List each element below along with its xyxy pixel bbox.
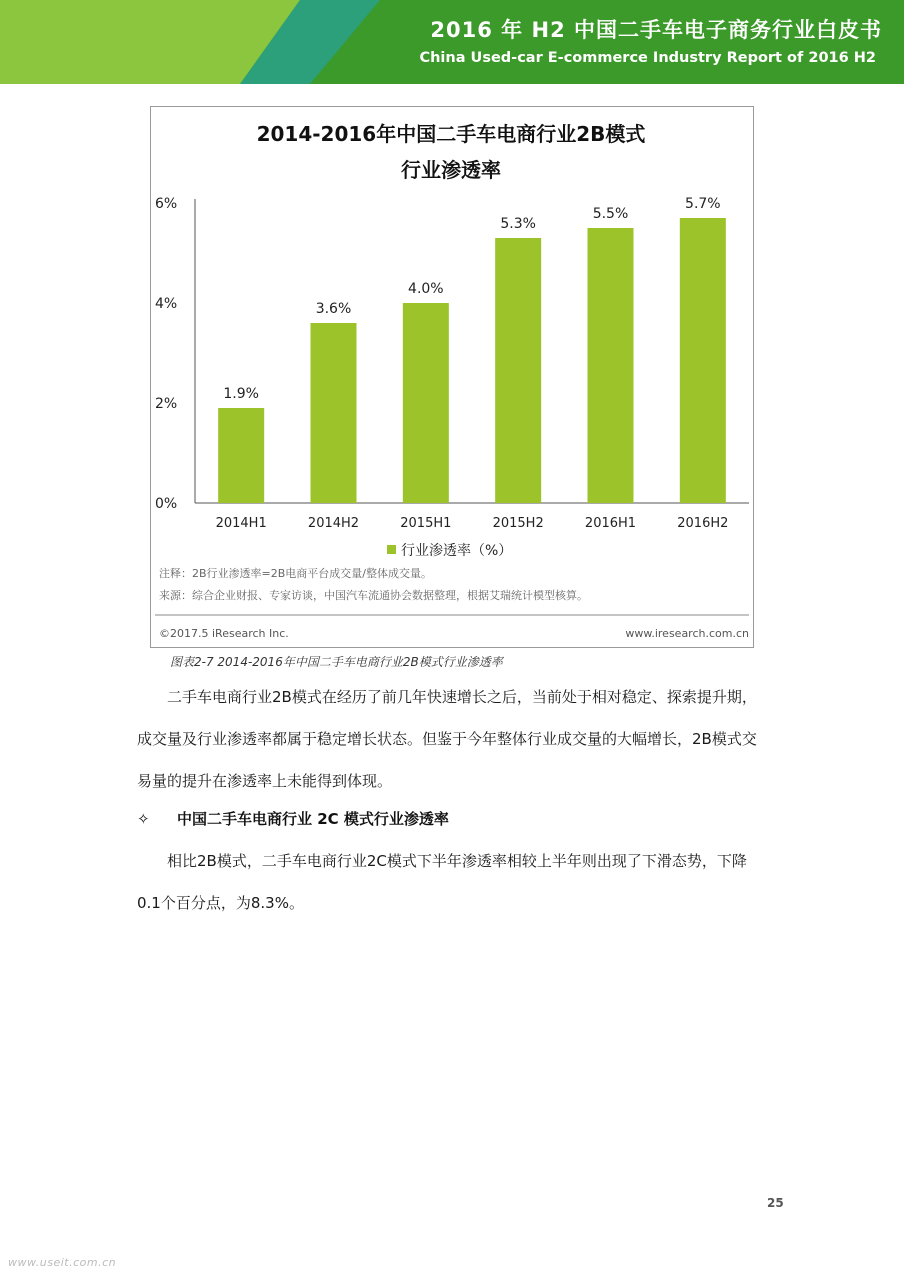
- diamond-bullet-icon: ✧: [137, 810, 150, 828]
- section-heading-2c: [137, 808, 449, 829]
- chart-website: www.iresearch.com.cn: [625, 627, 749, 640]
- report-header: [0, 0, 904, 84]
- bar-2015H2: [495, 238, 541, 503]
- x-tick-label: 2015H2: [492, 516, 544, 531]
- paragraph1-text: 二手车电商行业2B模式在经历了前几年快速增长之后，当前处于相对稳定、探索提升期，成交量及行业渗透率都属于稳定增长状态。但鉴于今年整体行业成交量的大幅增长，2B模式交易量的提升在渗透率上未能得到体现。: [137, 688, 757, 790]
- bar-2016H1: [588, 228, 634, 503]
- header-title: 2016 年 H2 中国二手车电子商务行业白皮书: [430, 18, 882, 42]
- data-label: 3.6%: [315, 301, 352, 317]
- paragraph-2c-analysis: [137, 840, 769, 924]
- y-tick-label: 4%: [155, 296, 178, 312]
- data-label: 5.7%: [685, 196, 721, 212]
- bar-2014H2: [311, 323, 357, 503]
- bar-2016H2: [680, 218, 726, 503]
- x-tick-label: 2014H2: [307, 516, 360, 531]
- page-number: 25: [767, 1196, 784, 1210]
- bar-2014H1: [218, 408, 264, 503]
- paragraph-2b-analysis: [137, 676, 769, 802]
- watermark-text: www.useit.com.cn: [8, 1256, 117, 1269]
- figure-caption: 图表2-7 2014-2016年中国二手车电商行业2B模式行业渗透率: [170, 655, 503, 669]
- section-heading-text: 中国二手车电商行业 2C 模式行业渗透率: [177, 810, 449, 828]
- chart-title-line1: 2014-2016年中国二手车电商行业2B模式: [256, 122, 646, 146]
- legend-swatch: [387, 545, 396, 554]
- data-label: 5.5%: [592, 206, 629, 222]
- y-tick-label: 2%: [155, 396, 178, 412]
- chart-copyright: ©2017.5 iResearch Inc.: [159, 627, 289, 640]
- x-tick-label: 2016H1: [584, 516, 637, 531]
- x-tick-label: 2015H1: [400, 516, 452, 531]
- data-label: 4.0%: [408, 281, 444, 297]
- y-tick-label: 6%: [155, 196, 178, 212]
- x-tick-label: 2016H2: [677, 516, 729, 531]
- y-tick-label: 0%: [155, 496, 178, 512]
- chart-source: 来源：综合企业财报、专家访谈，中国汽车流通协会数据整理，根据艾瑞统计模型核算。: [159, 589, 588, 602]
- data-label: 1.9%: [223, 386, 259, 402]
- bar-2015H1: [403, 303, 449, 503]
- chart-note: 注释：2B行业渗透率=2B电商平台成交量/整体成交量。: [159, 567, 433, 580]
- data-label: 5.3%: [500, 216, 536, 232]
- header-subtitle: China Used-car E-commerce Industry Report of 2016 H2: [419, 50, 876, 66]
- chart-title-line2: 行业渗透率: [401, 158, 501, 182]
- paragraph2-text: 相比2B模式，二手车电商行业2C模式下半年渗透率相较上半年则出现了下滑态势，下降0.1个百分点，为8.3%。: [137, 852, 747, 912]
- chart-panel: [150, 106, 754, 648]
- x-tick-label: 2014H1: [215, 516, 267, 531]
- bar-chart: [151, 107, 753, 647]
- legend-label: 行业渗透率（%）: [401, 543, 513, 559]
